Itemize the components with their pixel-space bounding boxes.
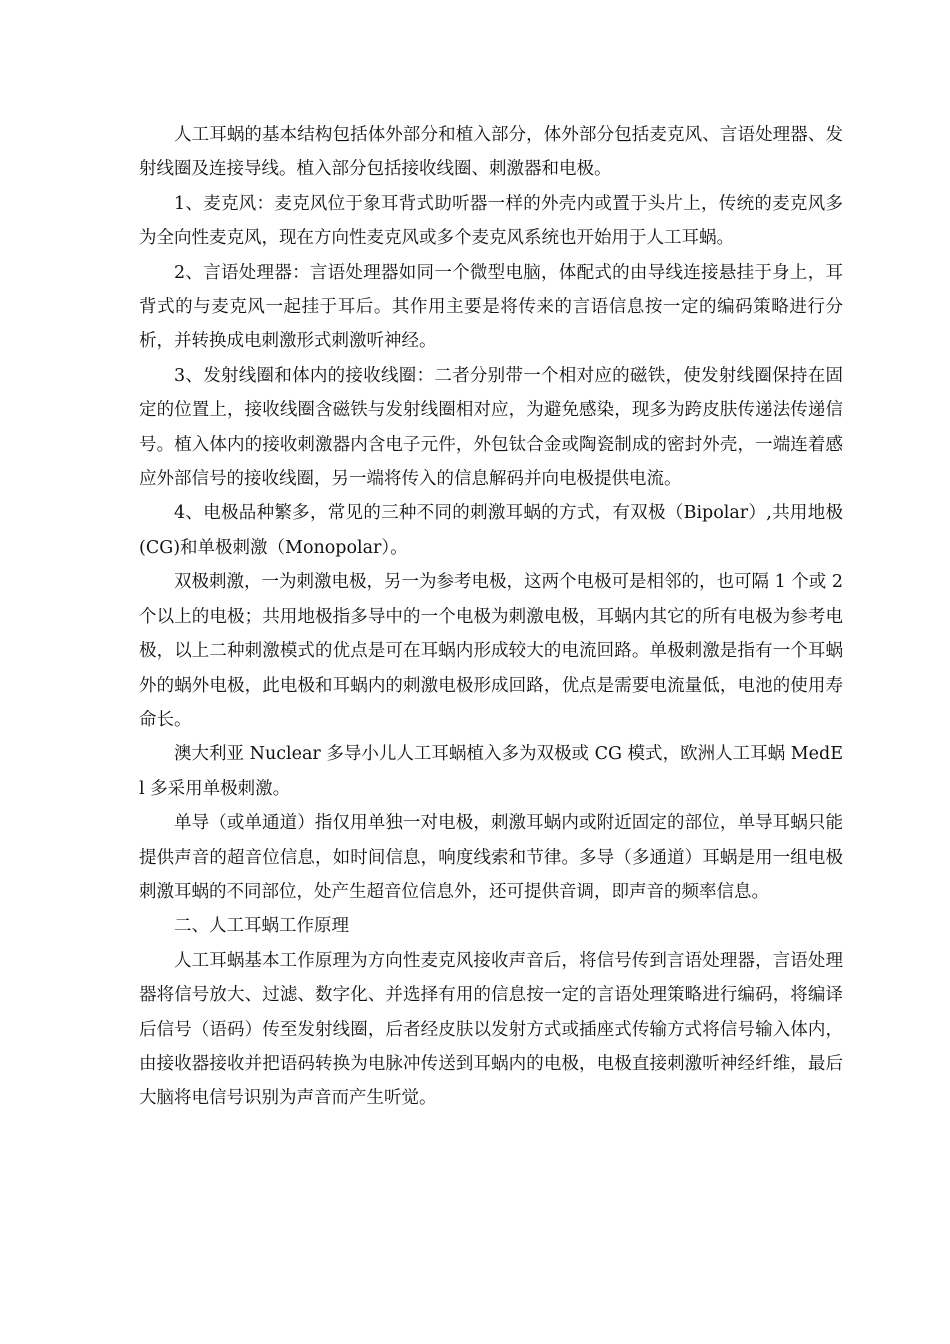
paragraph-nuclear-medel: 澳大利亚 Nuclear 多导小儿人工耳蜗植入多为双极或 CG 模式，欧洲人工耳蜗 MedEl 多采用单极刺激。 <box>139 744 843 799</box>
document-body <box>139 118 843 1116</box>
paragraph-speech-processor: 2、言语处理器：言语处理器如同一个微型电脑，体配式的由导线连接悬挂于身上，耳背式的与麦克风一起挂于耳后。其作用主要是将传来的言语信息按一定的编码策略进行分析，并转换成电刺激形式刺激听神经。 <box>139 262 843 352</box>
paragraph-bipolar-stimulation: 双极刺激，一为刺激电极，另一为参考电极，这两个电极可是相邻的，也可隔 1 个或 2 个以上的电极；共用地极指多导中的一个电极为刺激电极，耳蜗内其它的所有电极为参考电极，以上二种刺激模式的优点是可在耳蜗内形成较大的电流回路。单极刺激是指有一个耳蜗外的蜗外电极，此电极和耳蜗内的刺激电极形成回路，优点是需要电流量低，电池的使用寿命长。 <box>139 572 843 730</box>
paragraph-structure-overview: 人工耳蜗的基本结构包括体外部分和植入部分，体外部分包括麦克风、言语处理器、发射线圈及连接导线。植入部分包括接收线圈、刺激器和电极。 <box>139 125 843 180</box>
paragraph-single-multi-channel: 单导（或单通道）指仅用单独一对电极，刺激耳蜗内或附近固定的部位，单导耳蜗只能提供声音的超音位信息，如时间信息，响度线索和节律。多导（多通道）耳蜗是用一组电极刺激耳蜗的不同部位，处产生超音位信息外，还可提供音调，即声音的频率信息。 <box>139 813 843 902</box>
paragraph-microphone: 1、麦克风：麦克风位于象耳背式助听器一样的外壳内或置于头片上，传统的麦克风多为全向性麦克风，现在方向性麦克风或多个麦克风系统也开始用于人工耳蜗。 <box>139 193 843 249</box>
section-heading-working-principle: 二、人工耳蜗工作原理 <box>174 916 349 937</box>
paragraph-working-principle: 人工耳蜗基本工作原理为方向性麦克风接收声音后，将信号传到言语处理器，言语处理器将信号放大、过滤、数字化、并选择有用的信息按一定的言语处理策略进行编码，将编译后信号（语码）传至发射线圈，后者经皮肤以发射方式或插座式传输方式将信号输入体内，由接收器接收并把语码转换为电脉冲传送到耳蜗内的电极，电极直接刺激听神经纤维，最后大脑将电信号识别为声音而产生听觉。 <box>139 950 843 1109</box>
paragraph-electrodes: 4、电极品种繁多，常见的三种不同的刺激耳蜗的方式，有双极（Bipolar）,共用地极(CG)和单极刺激（Monopolar）。 <box>139 503 843 558</box>
paragraph-coils: 3、发射线圈和体内的接收线圈：二者分别带一个相对应的磁铁，使发射线圈保持在固定的位置上，接收线圈含磁铁与发射线圈相对应，为避免感染，现多为跨皮肤传递法传递信号。植入体内的接收刺激器内含电子元件，外包钛合金或陶瓷制成的密封外壳，一端连着感应外部信号的接收线圈，另一端将传入的信息解码并向电极提供电流。 <box>139 365 843 490</box>
